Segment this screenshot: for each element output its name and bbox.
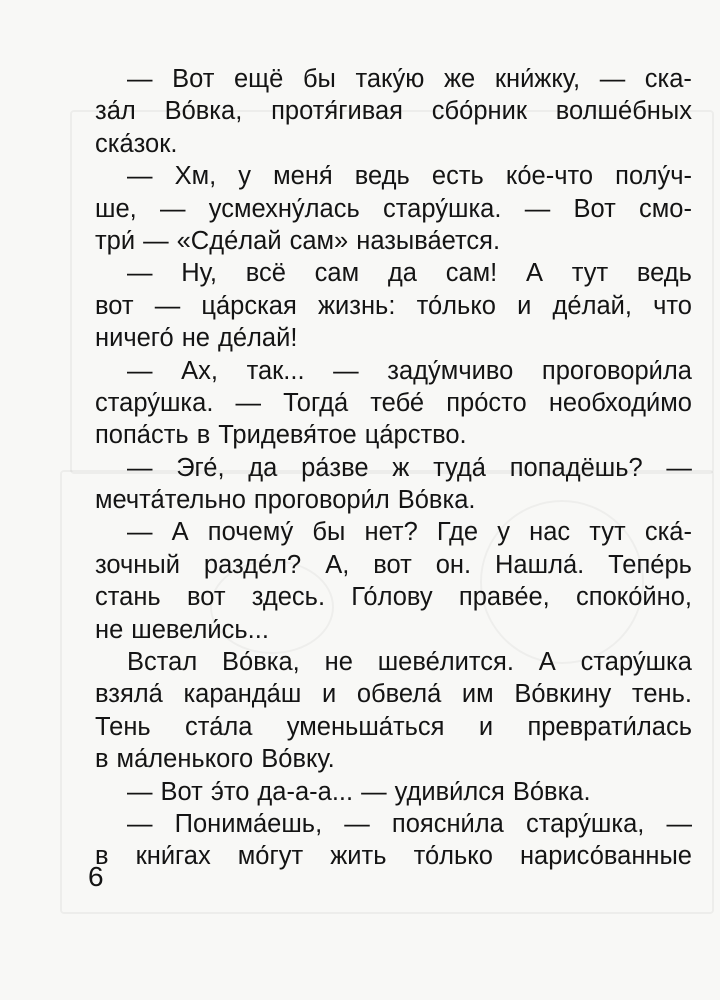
text-line: — Эге́, да ра́зве ж туда́ попадёшь? — bbox=[127, 453, 692, 482]
text-line: — Вот ещё бы таку́ю же кни́жку, — ска- bbox=[127, 65, 692, 93]
text-line: три́ — «Сде́лай сам» называ́ется. bbox=[95, 226, 501, 255]
text-line: ше, — усмехну́лась стару́шка. — Вот смо- bbox=[95, 194, 692, 223]
text-line: попа́сть в Тридевя́тое ца́рство. bbox=[95, 421, 467, 450]
text-line: в ма́ленького Во́вку. bbox=[95, 745, 335, 774]
text-line: — А почему́ бы нет? Где у нас тут ска́- bbox=[127, 518, 692, 547]
text-line: Тень ста́ла уменьша́ться и преврати́лась bbox=[95, 712, 692, 741]
text-line: мечта́тельно проговори́л Во́вка. bbox=[95, 486, 476, 515]
text-line: — Понима́ешь, — поясни́ла стару́шка, — bbox=[127, 809, 692, 838]
text-line: стару́шка. — Тогда́ тебе́ про́сто необходи́мо bbox=[95, 388, 692, 417]
text-line: за́л Во́вка, протя́гивая сбо́рник волше́бных bbox=[95, 97, 692, 126]
text-line: зочный разде́л? А, вот он. Нашла́. Тепе́рь bbox=[95, 550, 692, 579]
text-line: Встал Во́вка, не шеве́лится. А стару́шка bbox=[127, 648, 692, 677]
story-text bbox=[95, 63, 692, 873]
text-line: стань вот здесь. Го́лову праве́е, споко́йно, bbox=[95, 583, 692, 612]
text-line: — Ах, так... — заду́мчиво проговори́ла bbox=[127, 356, 692, 385]
text-line: ска́зок. bbox=[95, 129, 178, 158]
text-line: вот — ца́рская жизнь: то́лько и де́лай, что bbox=[95, 291, 692, 320]
text-line: в кни́гах мо́гут жить то́лько нарисо́ванные bbox=[95, 842, 692, 871]
text-line: взяла́ каранда́ш и обвела́ им Во́вкину тень. bbox=[95, 680, 692, 709]
text-line: — Ну, всё сам да сам! А тут ведь bbox=[127, 259, 692, 288]
text-line: не шевели́сь... bbox=[95, 615, 269, 644]
text-line: ничего́ не де́лай! bbox=[95, 324, 298, 353]
text-line: — Вот э́то да-а-а... — удиви́лся Во́вка. bbox=[127, 777, 591, 806]
text-line: — Хм, у меня́ ведь есть ко́е-что полу́ч- bbox=[127, 162, 692, 191]
page-number: 6 bbox=[88, 861, 104, 892]
